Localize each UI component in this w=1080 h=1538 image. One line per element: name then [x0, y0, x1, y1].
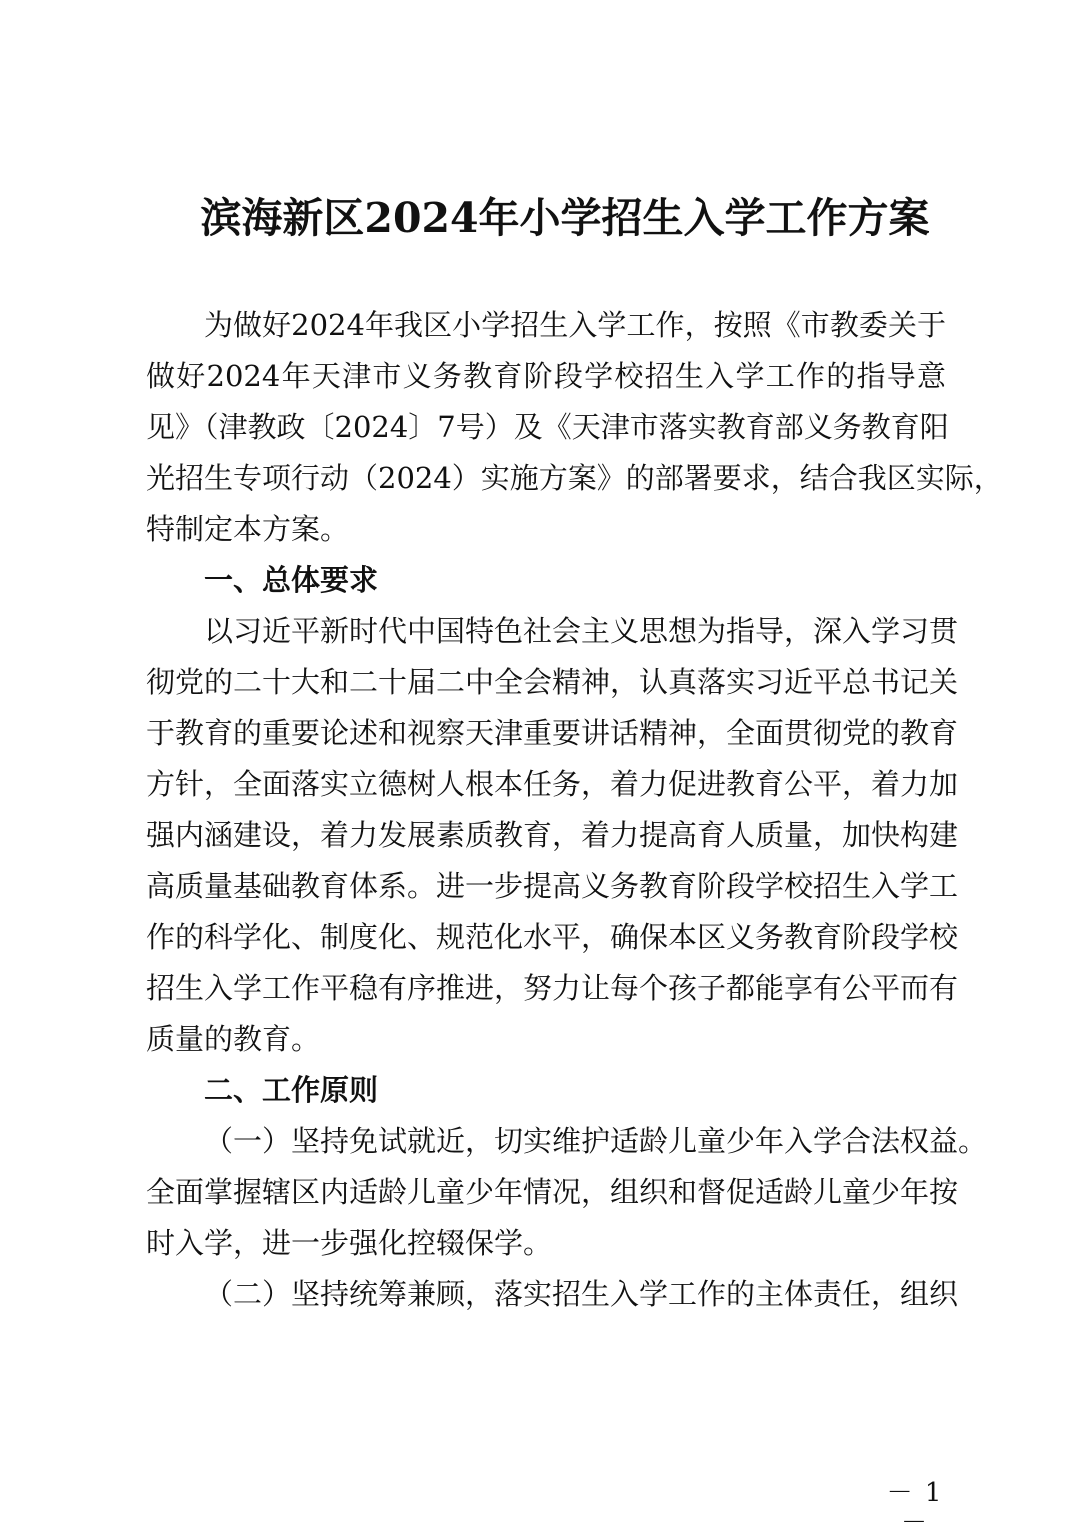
paragraph-line: 光招生专项行动（2024）实施方案》的部署要求，结合我区实际， [146, 461, 1003, 495]
paragraph-line: 强内涵建设，着力发展素质教育，着力提高育人质量，加快构建 [146, 818, 959, 852]
paragraph-line: 质量的教育。 [146, 1022, 321, 1056]
document-title: 滨海新区2024年小学招生入学工作方案 [200, 194, 930, 242]
paragraph-line: 招生入学工作平稳有序推进，努力让每个孩子都能享有公平而有 [146, 971, 959, 1005]
paragraph-line: 特制定本方案。 [146, 512, 350, 546]
paragraph-line: 为做好2024年我区小学招生入学工作，按照《市教委关于 [204, 308, 946, 342]
paragraph-line: 见》（津教政〔2024〕7号）及《天津市落实教育部义务教育阳 [146, 410, 949, 444]
paragraph-line: （二）坚持统筹兼顾，落实招生入学工作的主体责任，组织 [204, 1277, 959, 1311]
page-number: － 1 － [886, 1478, 944, 1538]
paragraph-line: 彻党的二十大和二十届二中全会精神，认真落实习近平总书记关 [146, 665, 959, 699]
paragraph-line: 全面掌握辖区内适龄儿童少年情况，组织和督促适龄儿童少年按 [146, 1175, 959, 1209]
paragraph-line: 做好2024年天津市义务教育阶段学校招生入学工作的指导意 [146, 359, 946, 393]
section-heading-work-principles: 二、工作原则 [204, 1073, 379, 1107]
paragraph-line: 以习近平新时代中国特色社会主义思想为指导，深入学习贯 [204, 614, 959, 648]
paragraph-line: 作的科学化、制度化、规范化水平，确保本区义务教育阶段学校 [146, 920, 959, 954]
paragraph-line: 方针，全面落实立德树人根本任务，着力促进教育公平，着力加 [146, 767, 959, 801]
document-body [146, 300, 1003, 1320]
paragraph-line: 高质量基础教育体系。进一步提高义务教育阶段学校招生入学工 [146, 869, 959, 903]
paragraph-line: （一）坚持免试就近，切实维护适龄儿童少年入学合法权益。 [204, 1124, 988, 1158]
paragraph-line: 于教育的重要论述和视察天津重要讲话精神，全面贯彻党的教育 [146, 716, 959, 750]
paragraph-line: 时入学，进一步强化控辍保学。 [146, 1226, 553, 1260]
section-heading-general-requirements: 一、总体要求 [204, 563, 379, 597]
